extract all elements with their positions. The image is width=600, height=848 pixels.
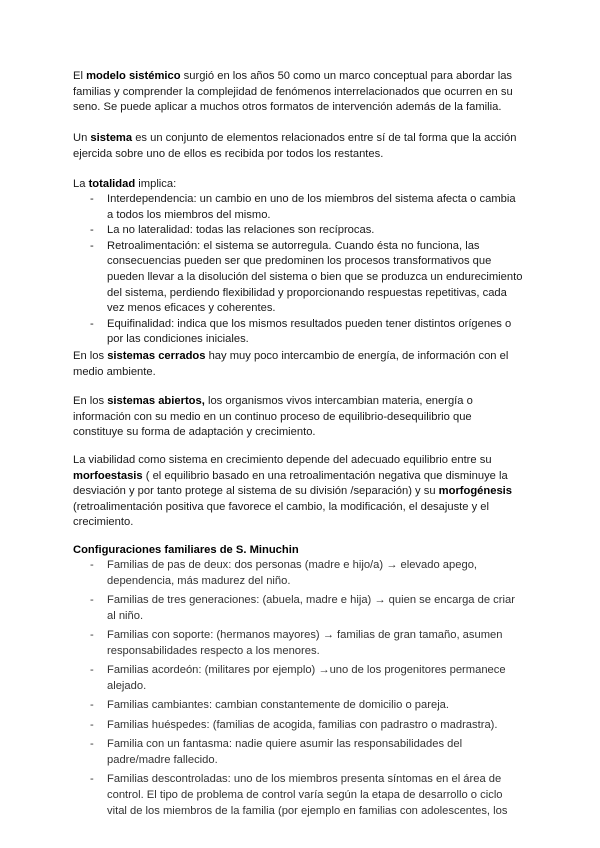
list-item: - Familias de pas de deux: dos personas (madre e hijo/a) → elevado apego, dependencia, más madurez del niño. [90, 559, 478, 587]
list-item: - Retroalimentación: el sistema se autorregula. Cuando ésta no funciona, las consecuencias pueden ser que predominen los procesos transformativos que pueden llevar a la disolución del sistema o bien que se produzca un endurecimiento del sistema, perdiendo flexibilidad y proporcionando respuestas repetitivas, cada vez menos eficaces y coherentes. [90, 239, 523, 315]
paragraph-totalidad: La totalidad implica: [73, 178, 177, 190]
list-item: - Familias descontroladas: uno de los miembros presenta síntomas en el área de control. El tipo de problema de control varía según la etapa de desarrollo o ciclo vital de los miembros de la familia (por ejemplo en familias con adolescentes, los [90, 773, 508, 817]
list-item: - Familias de tres generaciones: (abuela, madre e hija) → quien se encarga de criar al niño. [90, 594, 515, 622]
section-heading-minuchin: Configuraciones familiares de S. Minuchin [73, 544, 299, 556]
minuchin-list [73, 558, 523, 823]
totalidad-list [73, 192, 523, 348]
list-item: - Familias acordeón: (militares por ejemplo) →uno de los progenitores permanece alejado. [90, 664, 506, 692]
list-item: - Familia con un fantasma: nadie quiere asumir las responsabilidades del padre/madre fallecido. [90, 738, 463, 766]
list-item: - Familias con soporte: (hermanos mayores) → familias de gran tamaño, asumen responsabilidades respecto a los menores. [90, 629, 503, 657]
term-modelo-sistemico: modelo sistémico [86, 70, 181, 82]
term-sistemas-cerrados: sistemas cerrados [107, 350, 206, 362]
list-item: - La no lateralidad: todas las relaciones son recíprocas. [90, 224, 375, 237]
paragraph-sistemas-cerrados: En los sistemas cerrados hay muy poco intercambio de energía, de información con el medio ambiente. [73, 350, 509, 378]
list-item: - Familias cambiantes: cambian constantemente de domicilio o pareja. [90, 699, 450, 712]
term-morfoestasis: morfoestasis [73, 469, 143, 482]
term-sistemas-abiertos: sistemas abiertos, [107, 395, 205, 407]
term-morfogenesis: morfogénesis [438, 485, 513, 498]
paragraph-sistema: Un sistema es un conjunto de elementos relacionados entre sí de tal forma que la acción ejercida sobre uno de ellos es recibida por todos los restantes. [73, 132, 517, 160]
paragraph-modelo-sistemico: El modelo sistémico surgió en los años 50 como un marco conceptual para abordar las familias y comprender la complejidad de fenómenos interrelacionados que ocurren en su seno. Se puede aplicar a muchos otros formatos de intervención además de la familia. [73, 70, 513, 114]
list-item: - Equifinalidad: indica que los mismos resultados pueden tener distintos orígenes o por las condiciones iniciales. [90, 317, 512, 346]
term-totalidad: totalidad [88, 178, 136, 190]
term-sistema: sistema [90, 132, 133, 144]
list-item: - Interdependencia: un cambio en uno de los miembros del sistema afecta o cambia a todos los miembros del mismo. [90, 193, 516, 221]
paragraph-sistemas-abiertos: En los sistemas abiertos, los organismos vivos intercambian materia, energía o información con su medio en un continuo proceso de equilibrio-desequilibrio que constituye su forma de adaptación y crecimiento. [73, 395, 473, 439]
paragraph-viabilidad: La viabilidad como sistema en crecimiento depende del adecuado equilibrio entre su morfoestasis ( el equilibrio basado en una retroalimentación negativa que disminuye la desviación y por tanto protege al sistema de su división /separación) y su morfogénesis (retroalimentación positiva que favorece el cambio, la modificación, el desajuste y el crecimiento. [73, 454, 513, 529]
list-item: - Familias huéspedes: (familias de acogida, familias con padrastro o madrastra). [90, 718, 498, 731]
